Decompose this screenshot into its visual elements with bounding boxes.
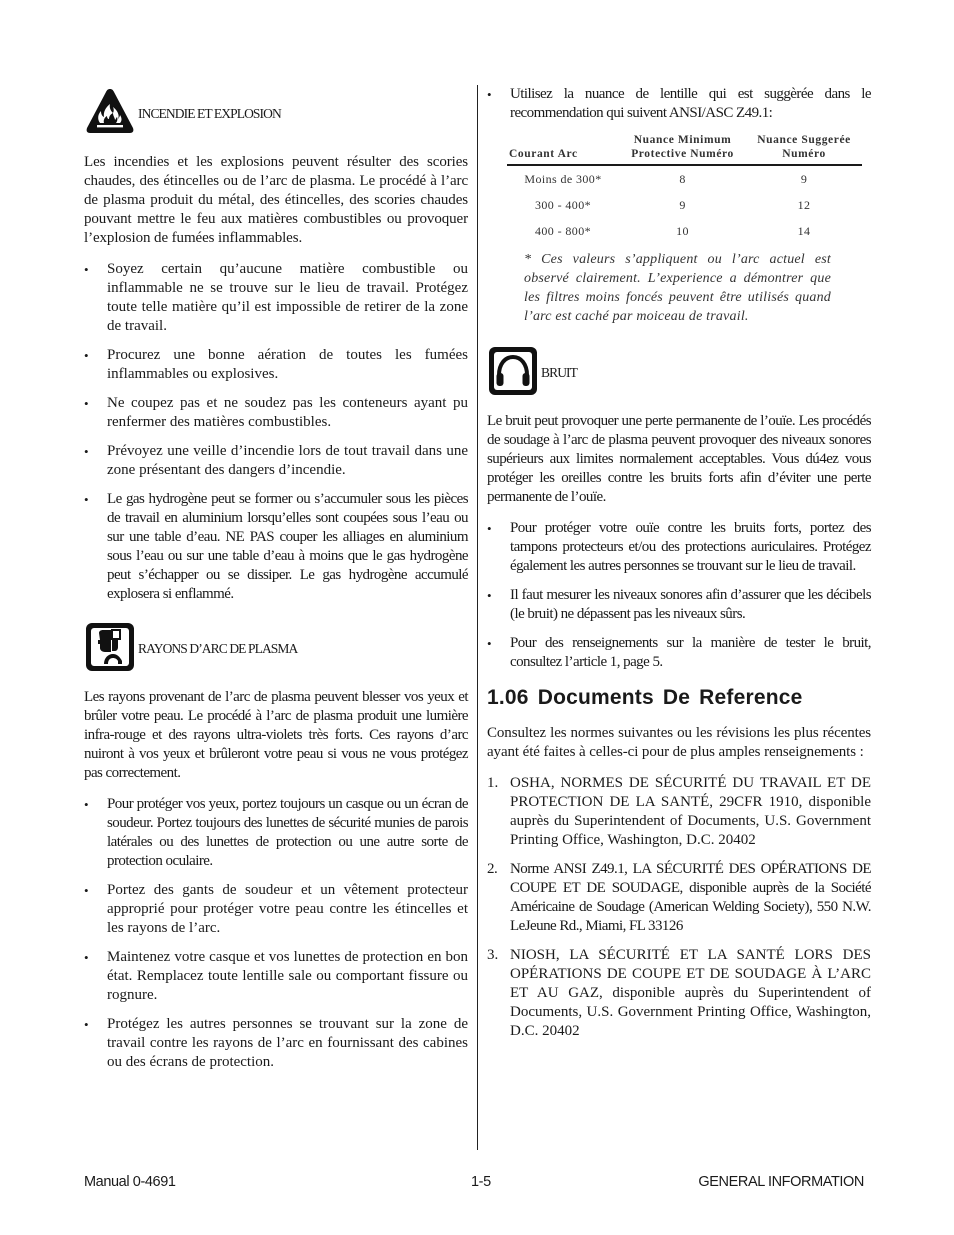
reference-item: 2. Norme ANSI Z49.1, LA SÉCURITÉ DES OPÉRATIONS DE COUPE ET DE SOUDAGE, disponible auprès de la Société Américaine de Soudage (American Welding Society), 550 N.W. LeJeune Rd., Miami, FL 33126 [487,861,871,934]
fire-hazard-title: INCENDIE ET EXPLOSION [138,106,281,121]
bullet-icon: • [84,950,89,965]
column-divider [477,85,478,1150]
list-item: • Ne coupez pas et ne soudez pas les conteneurs ayant pu renfermer des matières combustibles. [84,395,468,430]
lens-shade-table [507,133,862,244]
manual-number: Manual 0-4691 [84,1174,176,1190]
list-item: • Prévoyez une veille d’incendie lors de tout travail dans une zone présentant des dangers d’incendie. [84,443,468,478]
list-item: • Pour des renseignements sur la manière de tester le bruit, consultez l’article 1, page 5. [487,635,871,670]
bullet-icon: • [84,1017,89,1032]
section-name: GENERAL INFORMATION [698,1174,864,1190]
bullet-icon: • [84,262,89,277]
noise-intro-paragraph: Le bruit peut provoquer une perte permanente de l’ouïe. Les procédés de soudage à l’arc de plasma peuvent provoquer des niveaux sonores supérieurs aux limites normalement acceptables. Vous dú4ez vous protéger les oreilles contre les bruits forts afin d’éviter une perte permanente de l’ouïe. [487,413,871,505]
table-row: Moins de 300* 8 9 [524,171,808,186]
bullet-icon: • [487,521,492,536]
fire-hazard-icon [84,86,136,138]
list-item: • Pour protéger votre ouïe contre les bruits forts, portez des tampons protecteurs et/ou des protections auriculaires. Protégez également les autres personnes se trouvant sur le lieu de travail. [487,520,871,574]
list-item: • Portez des gants de soudeur et un vêtement protecteur approprié pour protéger votre peau contre les étincelles et les rayons de l’arc. [84,882,468,936]
page-footer [84,1174,864,1194]
right-column [487,85,871,1051]
list-item: • Le gas hydrogène peut se former ou s’accumuler sous les pièces de travail en aluminium lorsqu’elles sont coupées sous l’eau ou sur une table d’eau. NE PAS couper les alliages en aluminium sous l’eau ou sur une table d’eau à moins que le gas hydrogène peut s’échapper ou se dissiper. Le gas hydrogène accumulé explosera si enflammé. [84,491,468,602]
list-item: • Protégez les autres personnes se trouvant sur la zone de travail contre les rayons de l’arc en fournissant des cabines ou des écrans de protection. [84,1016,468,1070]
bullet-icon: • [84,797,89,812]
arc-rays-hazard-title: RAYONS D’ARC DE PLASMA [138,641,298,656]
column-header-minimum-shade: Nuance Minimum Protective Numéro [619,133,746,165]
bullet-icon: • [84,883,89,898]
bullet-icon: • [487,588,492,603]
list-item: • Soyez certain qu’aucune matière combustible ou inflammable ne se trouve sur le lieu de travail. Protégez toute telle matière qu’il est impossible de retirer de la zone de travail. [84,261,468,334]
noise-bullet-list [487,519,871,672]
page-number: 1-5 [471,1174,491,1190]
references-list [487,774,871,1041]
bullet-icon: • [84,492,89,507]
table-row: 400 - 800* 10 14 [535,223,811,238]
table-footnote: * Ces valeurs s’appliquent ou l’arc actuel est observé clairement. L’experience a démontrer que les filtres moins foncés peuvent être utilisés quand l’arc est caché par moiceau de travail. [524,252,831,324]
references-intro-paragraph: Consultez les normes suivantes ou les révisions les plus récentes ayant été faites à celles-ci pour de plus amples renseignements : [487,725,871,760]
left-column [84,85,468,1082]
arc-rays-hazard-header [84,620,468,674]
arc-rays-intro-paragraph: Les rayons provenant de l’arc de plasma peuvent blesser vos yeux et brûler votre peau. Le procédé à l’arc de plasma produit une lumière infra-rouge et des rayons ultra-violets très forts. Ces rayons d’arc nuiront à vos yeux et brûleront votre peau si vous ne vous protégez pas correctement. [84,689,468,781]
bullet-icon: • [84,396,89,411]
arc-rays-bullet-list [84,795,468,1072]
column-header-arc-current: Courant Arc [507,133,619,165]
reference-item: 1. OSHA, NORMES DE SÉCURITÉ DU TRAVAIL ET DE PROTECTION DE LA SANTÉ, 29CFR 1910, disponible auprès du Superintendent of Documents, U.S. Government Printing Office, Washington, D.C. 20402 [487,775,871,848]
list-item: • Utilisez la nuance de lentille qui est suggèrée dans le recommendation qui suivent ANSI/ASC Z49.1: [487,86,871,121]
table-row: 300 - 400* 9 12 [535,197,811,212]
table-header-row [507,133,862,165]
bullet-icon: • [487,87,492,102]
noise-hazard-header [487,344,871,398]
bullet-icon: • [84,348,89,363]
section-heading-references: 1.06 Documents De Reference [487,686,803,709]
reference-item: 3. NIOSH, LA SÉCURITÉ ET LA SANTÉ LORS DES OPÉRATIONS DE COUPE ET DE SOUDAGE À L’ARC ET AU GAZ, disponible auprès du Superintendent of Documents, U.S. Government Printing Office, Washington, D.C. 20402 [487,947,871,1039]
list-item: • Procurez une bonne aération de toutes les fumées inflammables ou explosives. [84,347,468,382]
column-header-suggested-shade: Nuance Suggerée Numéro [746,133,862,165]
welding-helmet-icon [84,621,136,673]
fire-bullet-list [84,260,468,604]
ear-protection-icon [487,345,539,397]
lens-bullet-list [487,85,871,123]
bullet-icon: • [487,636,492,651]
list-item: • Il faut mesurer les niveaux sonores afin d’assurer que les décibels (le bruit) ne dépassent pas les niveaux sûrs. [487,587,871,622]
list-item: • Pour protéger vos yeux, portez toujours un casque ou un écran de soudeur. Portez toujours des lunettes de sécurité munies de parois latérales ou des lunettes de protection ou une autre sorte de protection oculaire. [84,796,468,869]
list-item: • Maintenez votre casque et vos lunettes de protection en bon état. Remplacez toute lentille sale ou comportant fissure ou rognure. [84,949,468,1003]
fire-hazard-header [84,85,468,139]
fire-intro-paragraph: Les incendies et les explosions peuvent résulter des scories chaudes, des étincelles ou de l’arc de plasma. Le procédé à l’arc de plasma produit du métal, des étincelles, des scories chaudes pouvant mettre le feu aux matières combustibles ou provoquer l’explosion de fumées inflammables. [84,154,468,246]
noise-hazard-title: BRUIT [541,365,578,380]
bullet-icon: • [84,444,89,459]
